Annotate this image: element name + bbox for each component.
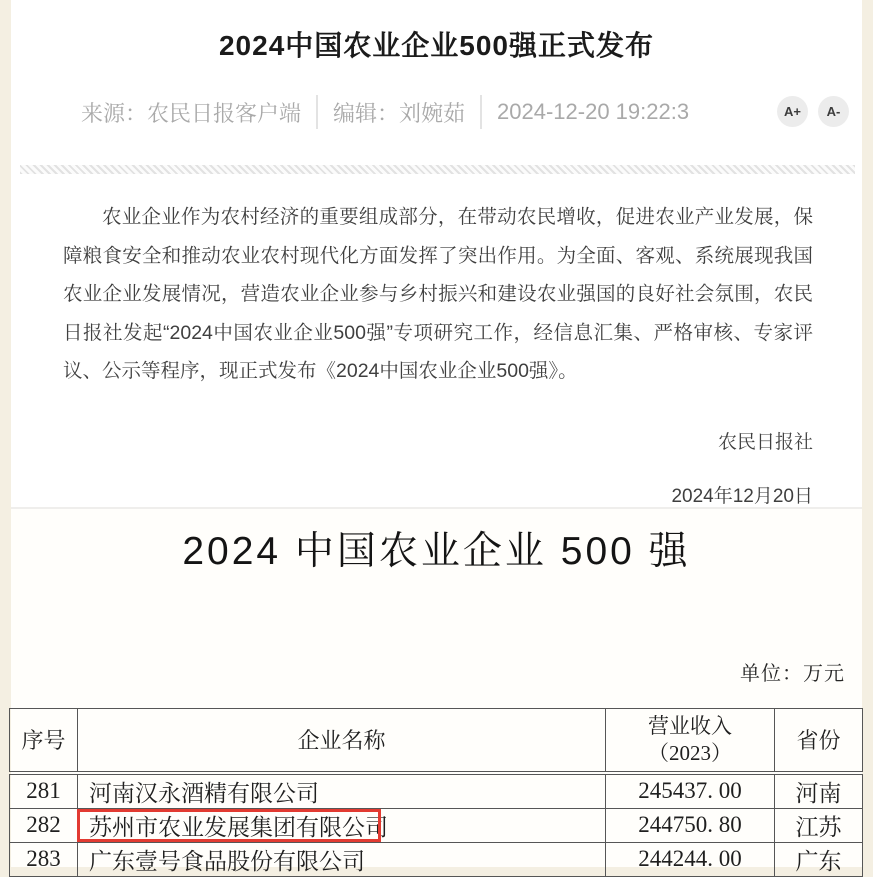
province-cell: 江苏 — [775, 808, 863, 842]
col-header-name: 企业名称 — [78, 709, 606, 773]
meta-divider — [480, 95, 482, 129]
company-name-cell: 广东壹号食品股份有限公司 — [78, 842, 606, 876]
rank-cell: 281 — [10, 773, 78, 809]
table-row-281 — [10, 773, 863, 809]
ranking-table — [9, 708, 863, 877]
font-increase-button[interactable]: A+ — [777, 96, 808, 127]
ranking-list-image — [11, 507, 862, 874]
article-paragraph: 农业企业作为农村经济的重要组成部分，在带动农民增收，促进农业产业发展，保障粮食安全和推动农业农村现代化方面发挥了突出作用。为全面、客观、系统展现我国农业企业发展情况，营造农业企业参与乡村振兴和建设农业强国的良好社会氛围，农民日报社发起“2024中国农业企业500强”专项研究工作，经信息汇集、严格审核、专家评议、公示等程序，现正式发布《2024中国农业企业500强》。 — [63, 206, 813, 383]
company-name-cell-highlighted: 苏州市农业发展集团有限公司 — [78, 808, 606, 842]
col-header-rank: 序号 — [10, 709, 78, 773]
meta-divider — [316, 95, 318, 129]
font-decrease-button[interactable]: A- — [818, 96, 849, 127]
revenue-cell: 245437. 00 — [606, 773, 775, 809]
table-row-282 — [10, 808, 863, 842]
article-meta — [81, 93, 689, 131]
article-page — [11, 0, 862, 874]
revenue-cell: 244244. 00 — [606, 842, 775, 876]
article-signature: 农民日报社 — [717, 432, 813, 453]
province-cell: 广东 — [775, 842, 863, 876]
article-title: 2024中国农业企业500强正式发布 — [218, 30, 654, 61]
rank-cell: 283 — [10, 842, 78, 876]
col-header-province: 省份 — [775, 709, 863, 773]
font-size-controls — [777, 96, 849, 127]
company-name-cell: 河南汉永酒精有限公司 — [78, 773, 606, 809]
article-editor: 编辑：刘婉茹 — [333, 100, 466, 126]
unit-note: 单位：万元 — [740, 663, 845, 685]
table-header-row — [10, 709, 863, 773]
rank-cell: 282 — [10, 808, 78, 842]
col-header-revenue-line1: 营业收入 — [648, 713, 732, 738]
province-cell: 河南 — [775, 773, 863, 809]
article-source: 来源：农民日报客户端 — [81, 100, 302, 126]
table-row-283 — [10, 842, 863, 876]
col-header-revenue-line2: （2023） — [648, 740, 732, 765]
revenue-cell: 244750. 80 — [606, 808, 775, 842]
col-header-revenue — [606, 709, 775, 773]
hatched-divider — [20, 165, 855, 174]
article-date: 2024年12月20日 — [671, 486, 813, 507]
article-timestamp: 2024-12-20 19:22:3 — [497, 99, 690, 124]
ranking-title: 2024 中国农业企业 500 强 — [182, 530, 691, 573]
